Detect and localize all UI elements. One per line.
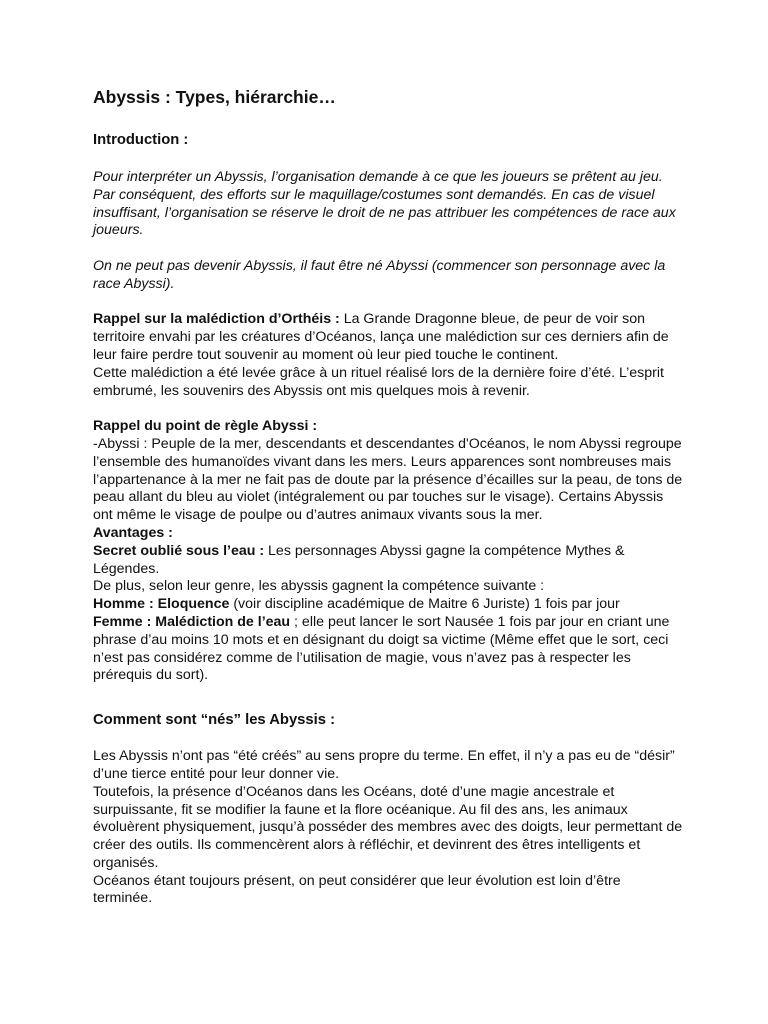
nes-heading: Comment sont “nés” les Abyssis : [93,712,336,729]
femme-paragraph [93,614,683,685]
introduction-paragraph-2: On ne peut pas devenir Abyssis, il faut être né Abyssi (commencer son personnage avec la race Abyssi). [93,257,666,292]
rule-description: -Abyssi : Peuple de la mer, descendants et descendantes d'Océanos, le nom Abyssi regroupe l’ensemble des humanoïdes vivant dans les mers. Leurs apparences sont nombreuses mais l’appartenance à la mer ne fait pas de doute par la présence d’écailles sur la peau, de tons de peau allant du bleu au violet (intégralement ou par touches sur le visage). Certains Abyssis ont même le visage de poulpe ou d’autres animaux vivants sous la mer. [93,435,683,524]
malediction-paragraph [93,311,683,364]
nes-paragraph-1: Les Abyssis n’ont pas “été créés” au sens propre du terme. En effet, il n’y a pas eu de “désir” d’une tierce entité pour leur donner vie. [93,748,675,782]
introduction-paragraph-1: Pour interpréter un Abyssis, l’organisation demande à ce que les joueurs se prêtent au jeu. Par conséquent, des efforts sur le maquillage/costumes sont demandés. En cas de visuel insuffisant, l’organisation se réserve le droit de ne pas attribuer les compétences de race aux joueurs. [93,169,676,239]
nes-paragraph-2: Toutefois, la présence d’Océanos dans les Océans, doté d’une magie ancestrale et surpuissante, fit se modifier la faune et la flore océanique. Au fil des ans, les animaux évoluèrent physiquement, jusqu’à posséder des membres avec des doigts, leur permettant de créer des outils. Ils commencèrent alors à réfléchir, et devinrent des êtres intelligents et organisés. [93,783,683,871]
secret-label: Secret oublié sous l’eau : [93,542,265,559]
document-body [93,86,683,908]
malediction-label: Rappel sur la malédiction d’Orthéis : [93,311,340,328]
rule-heading: Rappel du point de règle Abyssi : [93,418,318,435]
malediction-text-1: La Grande Dragonne bleue, de peur de voir son territoire envahi par les créatures d’Océanos, lança une malédiction sur ces derniers afin de leur faire perdre tout souvenir au moment où leur pied touche le continent. [93,311,669,363]
secret-text: Les personnages Abyssi gagne la compétence Mythes & Légendes. [93,542,625,577]
secret-paragraph [93,543,683,579]
homme-text: (voir discipline académique de Maitre 6 Juriste) 1 fois par jour [229,596,620,613]
homme-label: Homme : Eloquence [93,596,230,613]
femme-label: Femme : Malédiction de l’eau [93,613,291,630]
malediction-text-2: Cette malédiction a été levée grâce à un rituel réalisé lors de la dernière foire d’été. L’esprit embrumé, les souvenirs des Abyssis ont mis quelques mois à revenir. [93,364,664,399]
nes-paragraph-3: Océanos étant toujours présent, on peut considérer que leur évolution est loin d’être terminée. [93,872,621,907]
advantages-label: Avantages : [93,524,173,541]
femme-text: ; elle peut lancer le sort Nausée 1 fois par jour en criant une phrase d’au moins 10 mots et en désignant du doigt sa victime (Même effet que le sort, ceci n’est pas considérez comme de l’utilisation de magie, vous n’avez pas à respecter les prérequis du sort). [93,613,670,684]
document-title: Abyssis : Types, hiérarchie… [93,87,336,107]
homme-paragraph [93,596,683,614]
introduction-heading: Introduction : [93,132,189,148]
genre-text: De plus, selon leur genre, les abyssis gagnent la compétence suivante : [93,578,545,595]
